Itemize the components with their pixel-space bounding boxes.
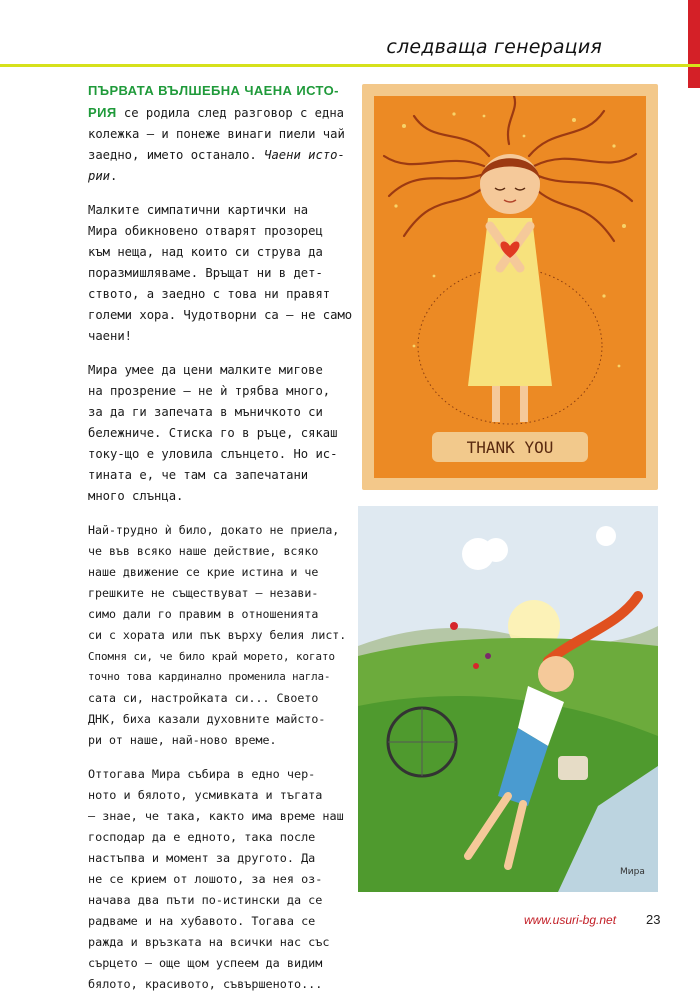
yellow-dress <box>468 218 552 386</box>
text-line: Мира обикновено отварят прозорец <box>88 224 323 238</box>
text-line: колежка – и понеже винаги пиели чай <box>88 127 345 141</box>
text-line: тината е, че там са запечатани <box>88 468 309 482</box>
text-line: ДНК, биха казали духовните майстo- <box>88 712 326 726</box>
thank-you-illustration <box>362 84 658 490</box>
cloud <box>484 538 508 562</box>
meadow-scene-drawing <box>358 506 658 892</box>
text-line: че във всяко наше действие, всяко <box>88 544 319 558</box>
text-line: Малките симпатични картички на <box>88 203 309 217</box>
text-line: Най-трудно ѝ било, докато не приела, <box>88 523 340 537</box>
text-line: ри от наше, най-ново време. <box>88 733 277 747</box>
right-leg <box>520 386 528 422</box>
text-line: бележниче. Стиска го в ръце, сякаш <box>88 426 338 440</box>
footer-website-link[interactable]: www.usuri-bg.net <box>524 913 617 927</box>
paragraph-4 <box>88 520 346 751</box>
text-line: Мира умее да цени малките мигове <box>88 363 323 377</box>
bag <box>558 756 588 780</box>
flower <box>485 653 491 659</box>
text-line: ражда и връзката на всички нас със <box>88 935 330 949</box>
text-line: ството, а заедно с това ни правят <box>88 287 331 301</box>
text-line: наше движение се крие истина и че <box>88 565 319 579</box>
text-line: грешките не съществуват – незави- <box>88 586 319 600</box>
text-line: сата си, настройката си... Своето <box>88 691 319 705</box>
text-line: заедно, името останало. <box>88 148 265 162</box>
girl-with-heart-drawing <box>374 96 646 478</box>
girl-face <box>538 656 574 692</box>
text-line: точно това кардинално променила нагла- <box>88 671 331 683</box>
text-line: на прозрение – не ѝ трябва много, <box>88 384 331 398</box>
text-line: Оттогава Мира събира в едно чер- <box>88 767 316 781</box>
italic-text: рии <box>88 169 111 183</box>
text-line: – знае, че така, както има време наш <box>88 809 344 823</box>
cloud <box>596 526 616 546</box>
paragraph-3 <box>88 360 346 507</box>
text-line: току-що е уловила слънцето. Но ис- <box>88 447 338 461</box>
text-line: много слънца. <box>88 489 184 503</box>
paragraph-1 <box>88 80 346 187</box>
text-line: сърцето – още щом успеем да видим <box>88 956 323 970</box>
text-line: настъпва и момент за другото. Да <box>88 851 316 865</box>
text-line: симо дали го правим в отношенията <box>88 607 319 621</box>
girl-on-grass-illustration <box>358 506 658 892</box>
poppy-flower <box>473 663 479 669</box>
paragraph-2 <box>88 200 353 347</box>
paragraph-5 <box>88 764 346 995</box>
lead-caps-1: ПЪРВАТА ВЪЛШЕБНА ЧАЕНА ИСТО- <box>88 83 339 98</box>
italic-text: Чаени исто- <box>264 148 345 162</box>
article-text <box>88 80 353 1008</box>
artist-signature: Мира <box>620 867 645 877</box>
section-title: следваща генерация <box>386 36 602 58</box>
text-line: начава два пъти по-истински да се <box>88 893 323 907</box>
text-line: си с хората или пък върху белия лист. <box>88 628 347 642</box>
text-line: ното и бялото, усмивката и тъгата <box>88 788 323 802</box>
page-number: 23 <box>646 912 661 927</box>
left-leg <box>492 386 500 422</box>
text-line: големи хора. Чудотворни са – не само <box>88 308 353 322</box>
text-line: Спомня си, че било край морето, когато <box>88 650 336 663</box>
text-line: поразмишляваме. Връщат ни в дет- <box>88 266 323 280</box>
thank-you-text: THANK YOU <box>466 438 554 457</box>
poppy-flower <box>450 622 458 630</box>
text-line: радваме и на хубавото. Тогава се <box>88 914 316 928</box>
text-line: бялото, красивото, съвършеното... <box>88 977 323 991</box>
text-line: за да ги запечата в мъничкото си <box>88 405 323 419</box>
text-line: . <box>110 169 118 183</box>
text-line: не се крием от лошото, за нея оз- <box>88 872 323 886</box>
orange-card-background <box>374 96 646 478</box>
text-line: се родила след разговор с една <box>116 106 345 120</box>
header-rule <box>0 64 700 67</box>
text-line: господар да е едното, така после <box>88 830 316 844</box>
text-line: чаени! <box>88 329 133 343</box>
text-line: към неща, над които си струва да <box>88 245 323 259</box>
section-header <box>0 34 700 72</box>
lead-caps-2: РИЯ <box>88 105 117 120</box>
